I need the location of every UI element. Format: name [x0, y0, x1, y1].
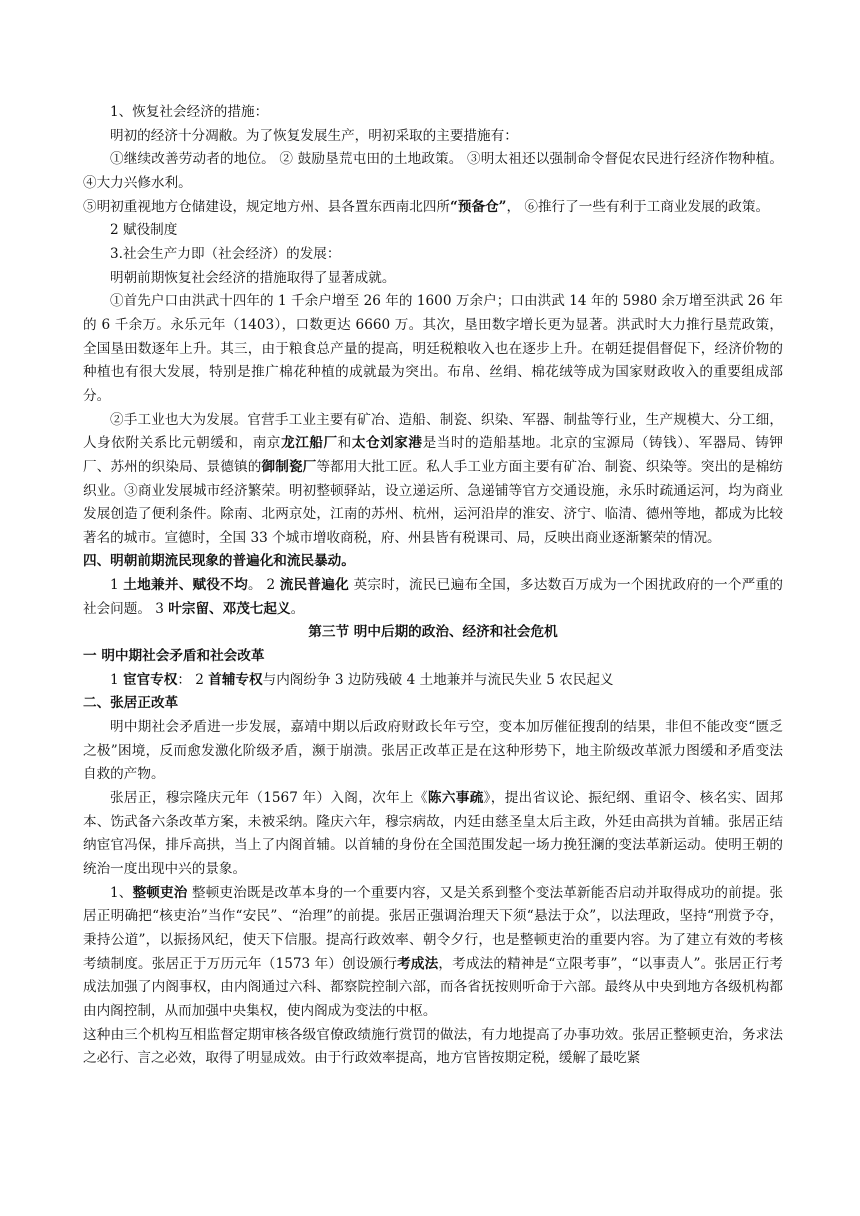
paragraph-supervision: 这种由三个机构互相监督定期审核各级官僚政绩施行赏罚的做法，有力地提高了办事功效。张居正整顿吏治，务求法之必行、言之必效，取得了明显成效。由于行政效率提高，地方官皆按期定税，缓解了最吃紧: [83, 1026, 783, 1067]
paragraph-reform-background: 明中期社会矛盾进一步发展，嘉靖中期以后政府财政长年亏空，变本加厉催征搜刮的结果，非但不能改变“匮乏之极”困境，反而愈发激化阶级矛盾，濒于崩溃。张居正改革正是在这种形势下，地主阶级改革派力图缓和矛盾变法自救的产物。: [83, 719, 783, 783]
paragraph-rectify-officials: 1、整顿吏治 整顿吏治既是改革本身的一个重要内容，又是关系到整个变法革新能否启动并取得成功的前提。张居正明确把“核吏治”当作“安民”、“治理”的前提。张居正强调治理天下须“悬法于众”，以法理政，坚持“刑赏予夺，秉持公道”，以振扬风纪，使天下信服。提高行政效率、朝令夕行，也是整顿吏治的重要内容。为了建立有效的考核考绩制度。张居正于万历元年（1573 年）创设颁行考成法，考成法的精神是“立限考事”，“以事责人”。张居正行考成法加强了内阁事权，由内阁通过六科、都察院控制六部，而各省抚按则听命于六部。最终从中央到地方各级机构都由内阁控制，从而加强中央集权，使内阁成为变法的中枢。: [83, 884, 784, 1019]
paragraph-contradictions: 1 宦官专权： 2 首辅专权与内阁纷争 3 边防残破 4 土地兼并与流民失业 5 农民起义: [110, 671, 614, 688]
paragraph-achievements: 明朝前期恢复社会经济的措施取得了显著成就。: [110, 269, 396, 286]
document-page: [83, 101, 783, 1071]
paragraph-granary: ⑤明初重视地方仓储建设，规定地方州、县各置东西南北四所“预备仓”， ⑥推行了一些有利于工商业发展的政策。: [83, 198, 770, 215]
heading-mid-ming: 一 明中期社会矛盾和社会改革: [83, 648, 265, 665]
heading-corvee: 2 赋役制度: [110, 222, 178, 239]
paragraph-intro: 明初的经济十分凋敝。为了恢复发展生产，明初采取的主要措施有：: [110, 127, 518, 144]
heading-section-four: 四、明朝前期流民现象的普遍化和流民暴动。: [83, 553, 355, 570]
paragraph-zhang-bio: 张居正，穆宗隆庆元年（1567 年）入阁，次年上《陈六事疏》，提出省议论、振纪纲、重诏令、核名实、固邦本、饬武备六条改革方案，未被采纳。隆庆六年，穆宗病故，内廷由慈圣皇太后主政，外廷由高拱为首辅。张居正结纳宦官冯保，排斥高拱，当上了内阁首辅。以首辅的身份在全国范围发起一场力挽狂澜的变法革新运动。使明王朝的统治一度出现中兴的景象。: [83, 790, 784, 877]
paragraph-measures-list: ①继续改善劳动者的地位。 ② 鼓励垦荒屯田的土地政策。 ③明太祖还以强制命令督促农民进行经济作物种植。 ④大力兴修水利。: [83, 151, 783, 191]
heading-productivity: 3.社会生产力即（社会经济）的发展：: [110, 245, 341, 262]
paragraph-handicraft: ②手工业也大为发展。官营手工业主要有矿冶、造船、制瓷、织染、军器、制盐等行业，生产规模大、分工细，人身依附关系比元朝缓和，南京龙江船厂和太仓刘家港是当时的造船基地。北京的宝源局（铸钱）、军器局、铸钾厂、苏州的织染局、景德镇的御制瓷厂等都用大批工匠。私人手工业方面主要有矿冶、制瓷、织染等。突出的是棉纺织业。③商业发展城市经济繁荣。明初整顿驿站，设立递运所、急递铺等官方交通设施，永乐时疏通运河，均为商业发展创造了便利条件。除南、北两京处，江南的苏州、杭州，运河沿岸的淮安、济宁、临清、德州等地，都成为比较著名的城市。宣德时，全国 33 个城市增收商税，府、州县皆有税课司、局，反映出商业逐渐繁荣的情况。: [83, 411, 784, 546]
heading-recovery-measures: 1、恢复社会经济的措施：: [110, 104, 269, 120]
heading-zhang-juzheng: 二、张居正改革: [83, 695, 179, 712]
paragraph-population: ①首先户口由洪武十四年的 1 千余户增至 26 年的 1600 万余户；口由洪武 14 年的 5980 余万增至洪武 26 年的 6 千余万。永乐元年（1403），口数更达 6660 万。其次，垦田数字增长更为显著。洪武时大力推行垦荒政策，全国垦田数逐年上升。其三，由于粮食总产量的提高，明廷税粮收入也在逐步上升。在朝廷提倡督促下，经济价物的种植也有很大发展，特别是推广棉花种植的成就最为突出。布帛、丝绢、棉花绒等成为国家财政收入的重要组成部分。: [83, 293, 783, 404]
section-title: 第三节 明中后期的政治、经济和社会危机: [308, 624, 558, 641]
paragraph-refugees: 1 土地兼并、赋役不均。 2 流民普遍化 英宗时，流民已遍布全国，多达数百万成为一个困扰政府的一个严重的社会问题。 3 叶宗留、邓茂七起义。: [83, 577, 783, 617]
